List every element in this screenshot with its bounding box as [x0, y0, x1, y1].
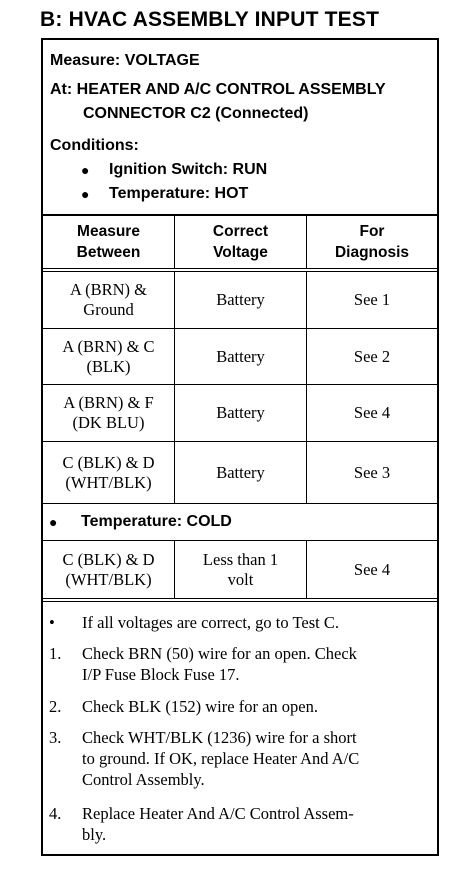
bullet-icon: ● — [81, 162, 90, 178]
cell-between: A (BRN) & F (DK BLU) — [43, 385, 175, 441]
test-box: Measure: VOLTAGE At: HEATER AND A/C CONTROL ASSEMBLY CONNECTOR C2 (Connected) Conditions: ● Ignition Switch: RUN ● Temperature: HOT Measure Between Correct Voltage For Diagnosis A (BRN) & Ground Battery See 1 A (BRN) & C (BLK) Battery See 2 A (BRN) & F (DK BLU) Battery See 4 C (BLK) & D (WHT/BLK) Battery See 3 ● Temperature: COLD C (BLK) & D (WHT/BLK) Less than 1 volt See 4 • If all voltages are correct, go to Test C. 1. Check BRN (50) wire for an open. Check I/P Fuse Block Fuse 17. 2. Check BLK (152) wire for an open. 3. Check WHT/BLK (1236) wire for a short to ground. If OK, replace Heater And A/C Control Assembly. 4. Replace Heater And A/C Control Assem- bly. — [41, 38, 439, 856]
conditions-label: Conditions: — [50, 137, 139, 154]
cell-diagnosis: See 3 — [353, 462, 391, 482]
cold-condition-row — [43, 504, 437, 541]
cell-diagnosis: See 2 — [353, 346, 391, 366]
measure-line: Measure: VOLTAGE — [50, 52, 200, 69]
col-header-measure-between: Measure Between — [43, 216, 175, 268]
bullet-icon: ● — [81, 186, 90, 202]
cell-diagnosis: See 4 — [353, 403, 391, 422]
cell-between: A (BRN) & C (BLK) — [43, 329, 175, 384]
at-line-1: At: HEATER AND A/C CONTROL ASSEMBLY — [50, 81, 386, 98]
cell-between: C (BLK) & D (WHT/BLK) — [43, 442, 175, 503]
cell-voltage: Battery — [175, 442, 307, 503]
at-line-2: CONNECTOR C2 (Connected) — [83, 105, 309, 122]
table-row — [43, 541, 437, 602]
cell-voltage: Battery — [175, 272, 307, 328]
cold-condition-text: Temperature: COLD — [81, 513, 232, 530]
cell-between: C (BLK) & D (WHT/BLK) — [43, 541, 175, 598]
col-header-for-diagnosis: For Diagnosis — [334, 223, 410, 261]
cell-voltage: Battery — [175, 329, 307, 384]
table-header-row — [43, 216, 437, 272]
cell-diagnosis: See 4 — [353, 559, 391, 579]
cell-between: A (BRN) & Ground — [43, 272, 175, 328]
table-row — [43, 272, 437, 329]
test-header — [43, 40, 437, 216]
cell-diagnosis: See 1 — [353, 290, 391, 309]
bullet-icon: ● — [49, 514, 58, 530]
col-header-correct-voltage: Correct Voltage — [175, 216, 307, 268]
condition-ignition: Ignition Switch: RUN — [109, 161, 268, 178]
page-title: B: HVAC ASSEMBLY INPUT TEST — [40, 8, 380, 31]
table-row — [43, 385, 437, 442]
cell-voltage: Battery — [175, 385, 307, 441]
condition-temperature: Temperature: HOT — [109, 185, 249, 202]
table-row — [43, 329, 437, 385]
cell-voltage: Less than 1 volt — [175, 541, 307, 598]
table-row — [43, 442, 437, 504]
